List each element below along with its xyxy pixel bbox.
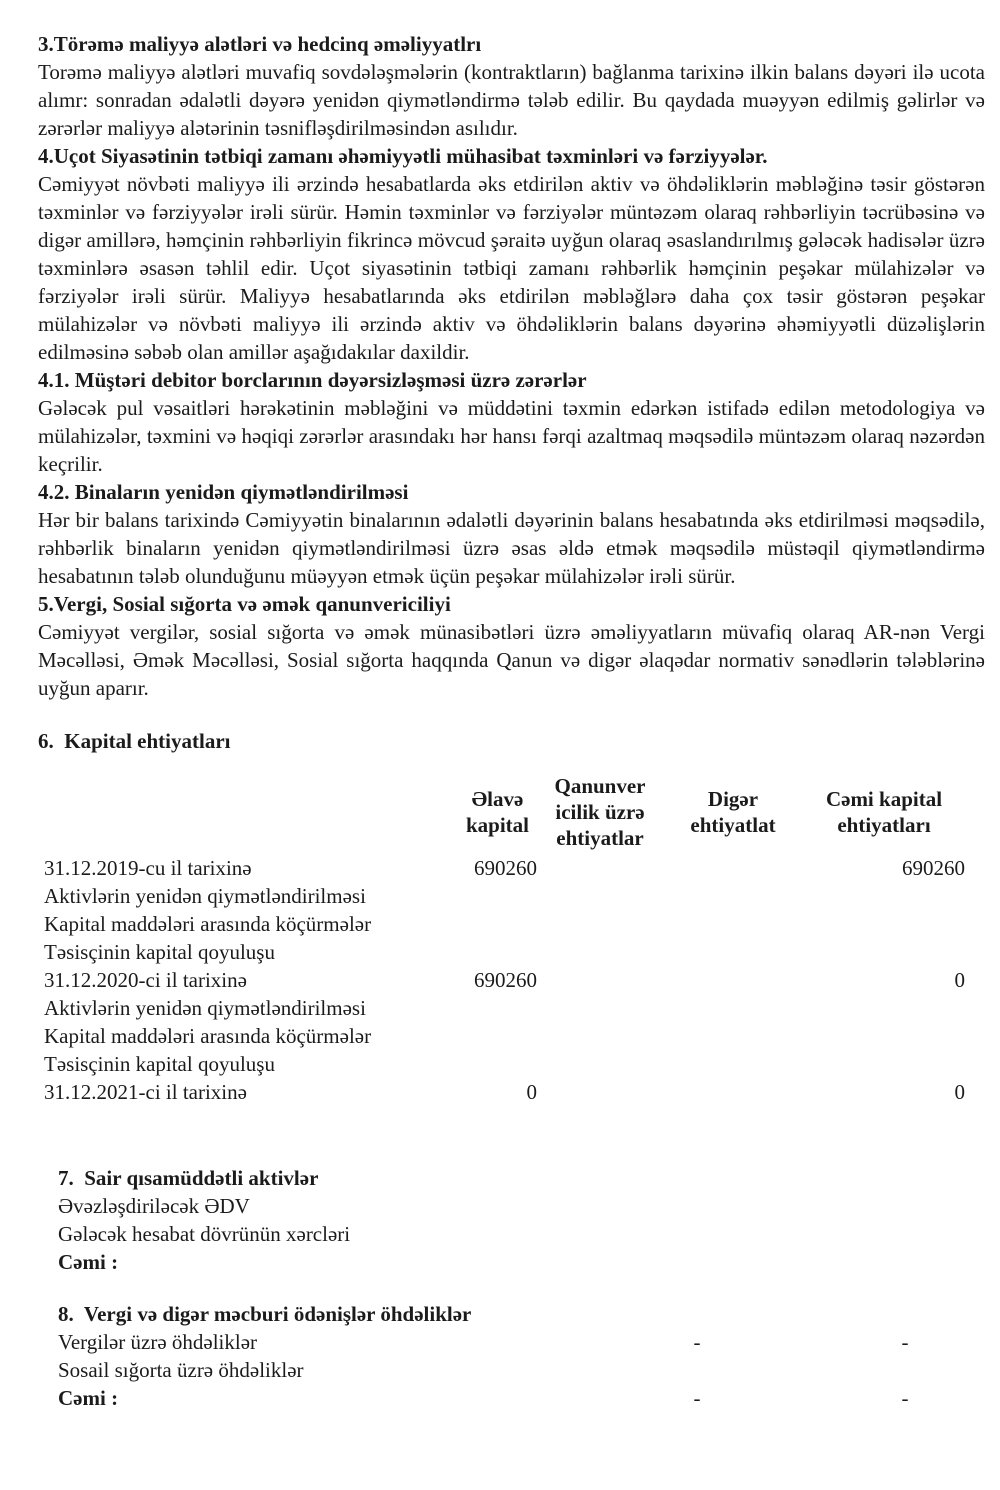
row-label: 31.12.2021-ci il tarixinə xyxy=(44,1080,247,1104)
section-4-heading: 4.Uçot Siyasətinin tətbiqi zamanı əhəmiyyətli mühasibat təxminləri və fərziyyələr. xyxy=(38,144,768,168)
cell-qanunvericilik xyxy=(537,854,663,882)
cell-cemi: 0 xyxy=(954,968,965,992)
cell-alave-kapital xyxy=(458,938,537,966)
column-header-diger-ehtiyatlat: Digər ehtiyatlat xyxy=(690,786,776,837)
row-label: 31.12.2020-ci il tarixinə xyxy=(44,968,247,992)
cell-qanunvericilik xyxy=(537,910,663,938)
list-item xyxy=(58,1356,985,1384)
cell-qanunvericilik xyxy=(537,938,663,966)
section-8-heading: 8. Vergi və digər məcburi ödənişlər öhdəliklər xyxy=(58,1302,472,1326)
section-4-2-heading: 4.2. Binaların yenidən qiymətləndirilməsi xyxy=(38,480,409,504)
total-row-label: Cəmi : xyxy=(58,1250,119,1274)
cell-diger xyxy=(663,1050,803,1078)
section-7 xyxy=(38,1164,985,1276)
table-row xyxy=(38,910,985,938)
cell-alave-kapital xyxy=(458,994,537,1022)
section-8 xyxy=(38,1300,985,1412)
cell-cemi: 0 xyxy=(954,1080,965,1104)
cell-qanunvericilik xyxy=(537,1078,663,1106)
total-row-label: Cəmi : xyxy=(58,1386,119,1410)
table-row xyxy=(38,1078,985,1106)
row-label: Təsisçinin kapital qoyuluşu xyxy=(44,1052,275,1076)
cell-diger xyxy=(663,1078,803,1106)
list-item: Gələcək hesabat dövrünün xərcləri xyxy=(58,1222,351,1246)
column-header-qanunvericilik-ehtiyatlar: Qanunver icilik üzrə ehtiyatlar xyxy=(554,773,646,850)
value-col1: - xyxy=(693,1386,701,1410)
table-header-row xyxy=(38,769,985,854)
row-label: 31.12.2019-cu il tarixinə xyxy=(44,856,252,880)
cell-qanunvericilik xyxy=(537,1022,663,1050)
row-label: Kapital maddələri arasında köçürmələr xyxy=(44,912,372,936)
table-row xyxy=(38,1050,985,1078)
cell-diger xyxy=(663,882,803,910)
cell-qanunvericilik xyxy=(537,994,663,1022)
row-label: Sosail sığorta üzrə öhdəliklər xyxy=(58,1358,304,1382)
cell-qanunvericilik xyxy=(537,966,663,994)
cell-diger xyxy=(663,994,803,1022)
cell-cemi xyxy=(803,938,965,966)
list-item: Əvəzləşdiriləcək ƏDV xyxy=(58,1194,250,1218)
cell-alave-kapital: 690260 xyxy=(474,968,537,992)
section-5-paragraph: Cəmiyyət vergilər, sosial sığorta və əmək münasibətləri üzrə əməliyyatların müvafiq olaraq AR-nən Vergi Məcəlləsi, Əmək Məcəlləsi, Sosial sığorta haqqında Qanun və digər əlaqədar normativ sənədlərin tələblərinə uyğun aparır. xyxy=(38,620,985,700)
table-row xyxy=(38,882,985,910)
cell-diger xyxy=(663,1022,803,1050)
table-row xyxy=(38,994,985,1022)
cell-alave-kapital xyxy=(458,1050,537,1078)
cell-alave-kapital xyxy=(458,1022,537,1050)
cell-cemi xyxy=(803,1050,965,1078)
row-label: Aktivlərin yenidən qiymətləndirilməsi xyxy=(44,996,366,1020)
cell-cemi: 690260 xyxy=(902,856,965,880)
cell-diger xyxy=(663,966,803,994)
section-4-1-heading: 4.1. Müştəri debitor borclarının dəyərsizləşməsi üzrə zərərlər xyxy=(38,368,587,392)
table-row xyxy=(38,1022,985,1050)
value-col1: - xyxy=(693,1330,701,1354)
cell-cemi xyxy=(803,1022,965,1050)
cell-diger xyxy=(663,854,803,882)
column-header-alave-kapital: Əlavə kapital xyxy=(465,786,530,837)
table-row xyxy=(38,854,985,882)
capital-reserves-table xyxy=(38,769,985,1106)
cell-alave-kapital xyxy=(458,910,537,938)
cell-qanunvericilik xyxy=(537,882,663,910)
cell-diger xyxy=(663,938,803,966)
row-label: Vergilər üzrə öhdəliklər xyxy=(58,1330,258,1354)
cell-cemi xyxy=(803,882,965,910)
section-7-heading: 7. Sair qısamüddətli aktivlər xyxy=(58,1166,319,1190)
total-row xyxy=(58,1384,985,1412)
cell-cemi xyxy=(803,994,965,1022)
cell-alave-kapital xyxy=(458,882,537,910)
list-item xyxy=(58,1328,985,1356)
value-col2: - xyxy=(901,1330,909,1354)
section-3-paragraph: Torəmə maliyyə alətləri muvafiq sovdələşmələrin (kontraktların) bağlanma tarixinə ilkin balans dəyəri ilə ucota alımr: sonradan ədalətli dəyərə yenidən qiymətləndirmə tələb edilir. Bu qaydada muəyyən edilmiş gəlirlər və zərərlər maliyyə alətərinin təsnifləşdirilməsindən asılıdır. xyxy=(38,60,985,140)
section-5-heading: 5.Vergi, Sosial sığorta və əmək qanunvericiliyi xyxy=(38,592,451,616)
section-3-heading: 3.Törəmə maliyyə alətləri və hedcinq əməliyyatlrı xyxy=(38,32,482,56)
table-row xyxy=(38,938,985,966)
section-4-2-paragraph: Hər bir balans tarixində Cəmiyyətin binalarının ədalətli dəyərinin balans hesabatında əks etdirilməsi məqsədilə, rəhbərlik binaların yenidən qiymətləndirilməsi üzrə əsas əldə etmək məqsədilə müstəqil qiymətləndirmə hesabatının tələb olunduğunu müəyyən etmək üçün peşəkar mülahizələr irəli sürür. xyxy=(38,508,985,588)
row-label: Kapital maddələri arasında köçürmələr xyxy=(44,1024,372,1048)
row-label: Aktivlərin yenidən qiymətləndirilməsi xyxy=(44,884,366,908)
cell-cemi xyxy=(803,910,965,938)
cell-alave-kapital: 0 xyxy=(526,1080,537,1104)
cell-alave-kapital: 690260 xyxy=(474,856,537,880)
column-header-cemi-kapital: Cəmi kapital ehtiyatları xyxy=(825,786,943,837)
row-label: Təsisçinin kapital qoyuluşu xyxy=(44,940,275,964)
value-col2: - xyxy=(901,1386,909,1410)
table-row xyxy=(38,966,985,994)
cell-qanunvericilik xyxy=(537,1050,663,1078)
section-4-1-paragraph: Gələcək pul vəsaitləri hərəkətinin məbləğini və müddətini təxmin edərkən istifadə edilən metodologiya və mülahizələr, təxmini və həqiqi zərərlər arasındakı hər hansı fərqi azaltmaq məqsədilə müntəzəm olaraq nəzərdən keçrilir. xyxy=(38,396,985,476)
cell-diger xyxy=(663,910,803,938)
section-4-paragraph: Cəmiyyət növbəti maliyyə ili ərzində hesabatlarda əks etdirilən aktiv və öhdəliklərin məbləğinə təsir göstərən təxminlər və fərziyyələr irəli sürür. Həmin təxminlər və fərziyələr müntəzəm olaraq rəhbərliyin təcrübəsinə və digər amillərə, həmçinin rəhbərliyin fikrincə mövcud şəraitə uyğun olaraq əsaslandırılmış gələcək hadisələr üzrə təxminlərə əsasən təhlil edir. Uçot siyasətinin tətbiqi zamanı rəhbərlik həmçinin peşəkar mülahizələr və fərziyələr irəli sürür. Maliyyə hesabatlarında əks etdirilən məbləğlərə daha çox təsir göstərən peşəkar mülahizələr və növbəti maliyyə ili ərzində aktiv və öhdəliklərin balans dəyərinə əhəmiyyətli düzəlişlərin edilməsinə səbəb olan amillər aşağıdakılar daxildir. xyxy=(38,172,985,364)
section-6-heading: 6. Kapital ehtiyatları xyxy=(38,729,231,753)
